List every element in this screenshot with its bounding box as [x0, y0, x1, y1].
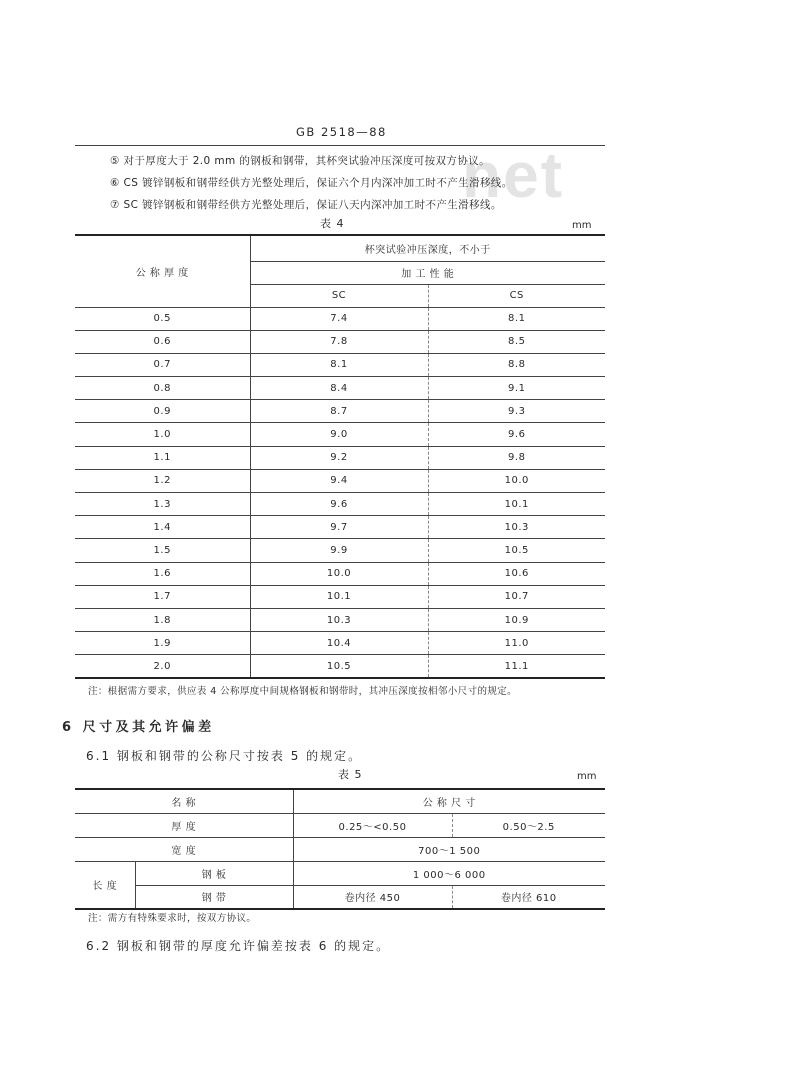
note-5: ⑤ 对于厚度大于 2.0 mm 的钢板和钢带，其杯突试验冲压深度可按双方协议。	[110, 155, 491, 167]
table-row	[75, 813, 605, 837]
name-header: 名 称	[75, 789, 293, 813]
table-row	[75, 493, 605, 516]
cs-depth-cell: 11.0	[428, 632, 605, 655]
sc-depth-cell: 8.4	[250, 377, 428, 400]
table4-unit: mm	[572, 220, 592, 231]
paragraph-6-2: 6.2 钢板和钢带的厚度允许偏差按表 6 的规定。	[86, 939, 391, 953]
column-header-cs: CS	[428, 284, 605, 307]
cs-depth-cell: 10.1	[428, 493, 605, 516]
table-row	[75, 608, 605, 631]
table-row	[75, 632, 605, 655]
watermark: net	[462, 139, 564, 211]
plate-label: 钢 板	[135, 861, 293, 885]
thickness-range-thick: 0.50～2.5	[452, 813, 605, 837]
nominal-thickness-cell: 1.2	[75, 469, 250, 492]
table4-note: 注：根据需方要求，供应表 4 公称厚度中间规格钢板和钢带时，其冲压深度按相邻小尺寸的规定。	[88, 686, 518, 697]
cs-depth-cell: 8.8	[428, 353, 605, 376]
cs-depth-cell: 10.3	[428, 516, 605, 539]
nominal-thickness-cell: 1.3	[75, 493, 250, 516]
strip-label: 钢 带	[135, 885, 293, 909]
table5-title: 表 5	[338, 768, 363, 781]
nominal-thickness-cell: 1.6	[75, 562, 250, 585]
column-header-sc: SC	[250, 284, 428, 307]
width-label: 宽 度	[75, 837, 293, 861]
nominal-thickness-header: 公 称 厚 度	[75, 235, 250, 307]
section-6-heading: 6 尺寸及其允许偏差	[62, 720, 215, 735]
table-row	[75, 585, 605, 608]
table-row	[75, 423, 605, 446]
sc-depth-cell: 10.1	[250, 585, 428, 608]
sc-depth-cell: 10.0	[250, 562, 428, 585]
nominal-thickness-cell: 1.5	[75, 539, 250, 562]
paragraph-6-1: 6.1 钢板和钢带的公称尺寸按表 5 的规定。	[86, 749, 363, 763]
nominal-thickness-cell: 1.7	[75, 585, 250, 608]
sc-depth-cell: 10.4	[250, 632, 428, 655]
sc-depth-cell: 7.4	[250, 307, 428, 330]
table-row	[75, 655, 605, 678]
thickness-range-thin: 0.25～<0.50	[293, 813, 452, 837]
table-row	[75, 516, 605, 539]
cs-depth-cell: 10.5	[428, 539, 605, 562]
sc-depth-cell: 9.9	[250, 539, 428, 562]
nominal-thickness-cell: 0.6	[75, 330, 250, 353]
length-label: 长 度	[75, 861, 135, 909]
nominal-thickness-cell: 1.0	[75, 423, 250, 446]
table4-header-row	[75, 235, 605, 261]
table5-note: 注：需方有特殊要求时，按双方协议。	[88, 913, 257, 924]
table-row	[75, 469, 605, 492]
sc-depth-cell: 9.6	[250, 493, 428, 516]
cupping-depth-header: 杯突试验冲压深度，不小于	[250, 235, 605, 261]
table-row	[75, 562, 605, 585]
nominal-thickness-cell: 1.1	[75, 446, 250, 469]
nominal-thickness-cell: 0.7	[75, 353, 250, 376]
standard-code-header: GB 2518—88	[296, 125, 387, 139]
sc-depth-cell: 7.8	[250, 330, 428, 353]
table-5	[75, 788, 605, 910]
nominal-thickness-cell: 1.8	[75, 608, 250, 631]
cs-depth-cell: 9.1	[428, 377, 605, 400]
table-row	[75, 446, 605, 469]
cs-depth-cell: 9.3	[428, 400, 605, 423]
cs-depth-cell: 10.6	[428, 562, 605, 585]
cs-depth-cell: 10.7	[428, 585, 605, 608]
nominal-thickness-cell: 0.8	[75, 377, 250, 400]
nominal-thickness-cell: 0.5	[75, 307, 250, 330]
nominal-thickness-cell: 2.0	[75, 655, 250, 678]
note-7: ⑦ SC 镀锌钢板和钢带经供方光整处理后，保证八天内深冲加工时不产生滑移线。	[110, 199, 502, 211]
sc-depth-cell: 9.2	[250, 446, 428, 469]
strip-coil-inner-diameter-450: 卷内径 450	[293, 885, 452, 909]
table-row	[75, 377, 605, 400]
processing-performance-header: 加 工 性 能	[250, 261, 605, 284]
table-row	[75, 330, 605, 353]
sc-depth-cell: 10.3	[250, 608, 428, 631]
nominal-thickness-cell: 0.9	[75, 400, 250, 423]
cs-depth-cell: 10.9	[428, 608, 605, 631]
table-row	[75, 861, 605, 885]
table-row	[75, 789, 605, 813]
nominal-size-header: 公 称 尺 寸	[293, 789, 605, 813]
table4-body	[75, 307, 605, 678]
table4-header	[75, 235, 605, 307]
cs-depth-cell: 10.0	[428, 469, 605, 492]
header-rule	[75, 145, 605, 146]
table5-unit: mm	[577, 771, 597, 782]
table-row	[75, 353, 605, 376]
cs-depth-cell: 11.1	[428, 655, 605, 678]
cs-depth-cell: 8.5	[428, 330, 605, 353]
plate-length-range: 1 000～6 000	[293, 861, 605, 885]
thickness-label: 厚 度	[75, 813, 293, 837]
table-row	[75, 837, 605, 861]
cs-depth-cell: 9.8	[428, 446, 605, 469]
width-range: 700～1 500	[293, 837, 605, 861]
nominal-thickness-cell: 1.4	[75, 516, 250, 539]
table-row	[75, 307, 605, 330]
table-row	[75, 539, 605, 562]
cs-depth-cell: 9.6	[428, 423, 605, 446]
table4-title: 表 4	[320, 217, 345, 230]
sc-depth-cell: 10.5	[250, 655, 428, 678]
note-6: ⑥ CS 镀锌钢板和钢带经供方光整处理后，保证六个月内深冲加工时不产生滑移线。	[110, 177, 513, 189]
sc-depth-cell: 8.1	[250, 353, 428, 376]
sc-depth-cell: 9.4	[250, 469, 428, 492]
strip-coil-inner-diameter-610: 卷内径 610	[452, 885, 605, 909]
sc-depth-cell: 9.7	[250, 516, 428, 539]
table-4	[75, 234, 605, 679]
sc-depth-cell: 8.7	[250, 400, 428, 423]
nominal-thickness-cell: 1.9	[75, 632, 250, 655]
table-row	[75, 400, 605, 423]
table-row	[75, 885, 605, 909]
cs-depth-cell: 8.1	[428, 307, 605, 330]
sc-depth-cell: 9.0	[250, 423, 428, 446]
